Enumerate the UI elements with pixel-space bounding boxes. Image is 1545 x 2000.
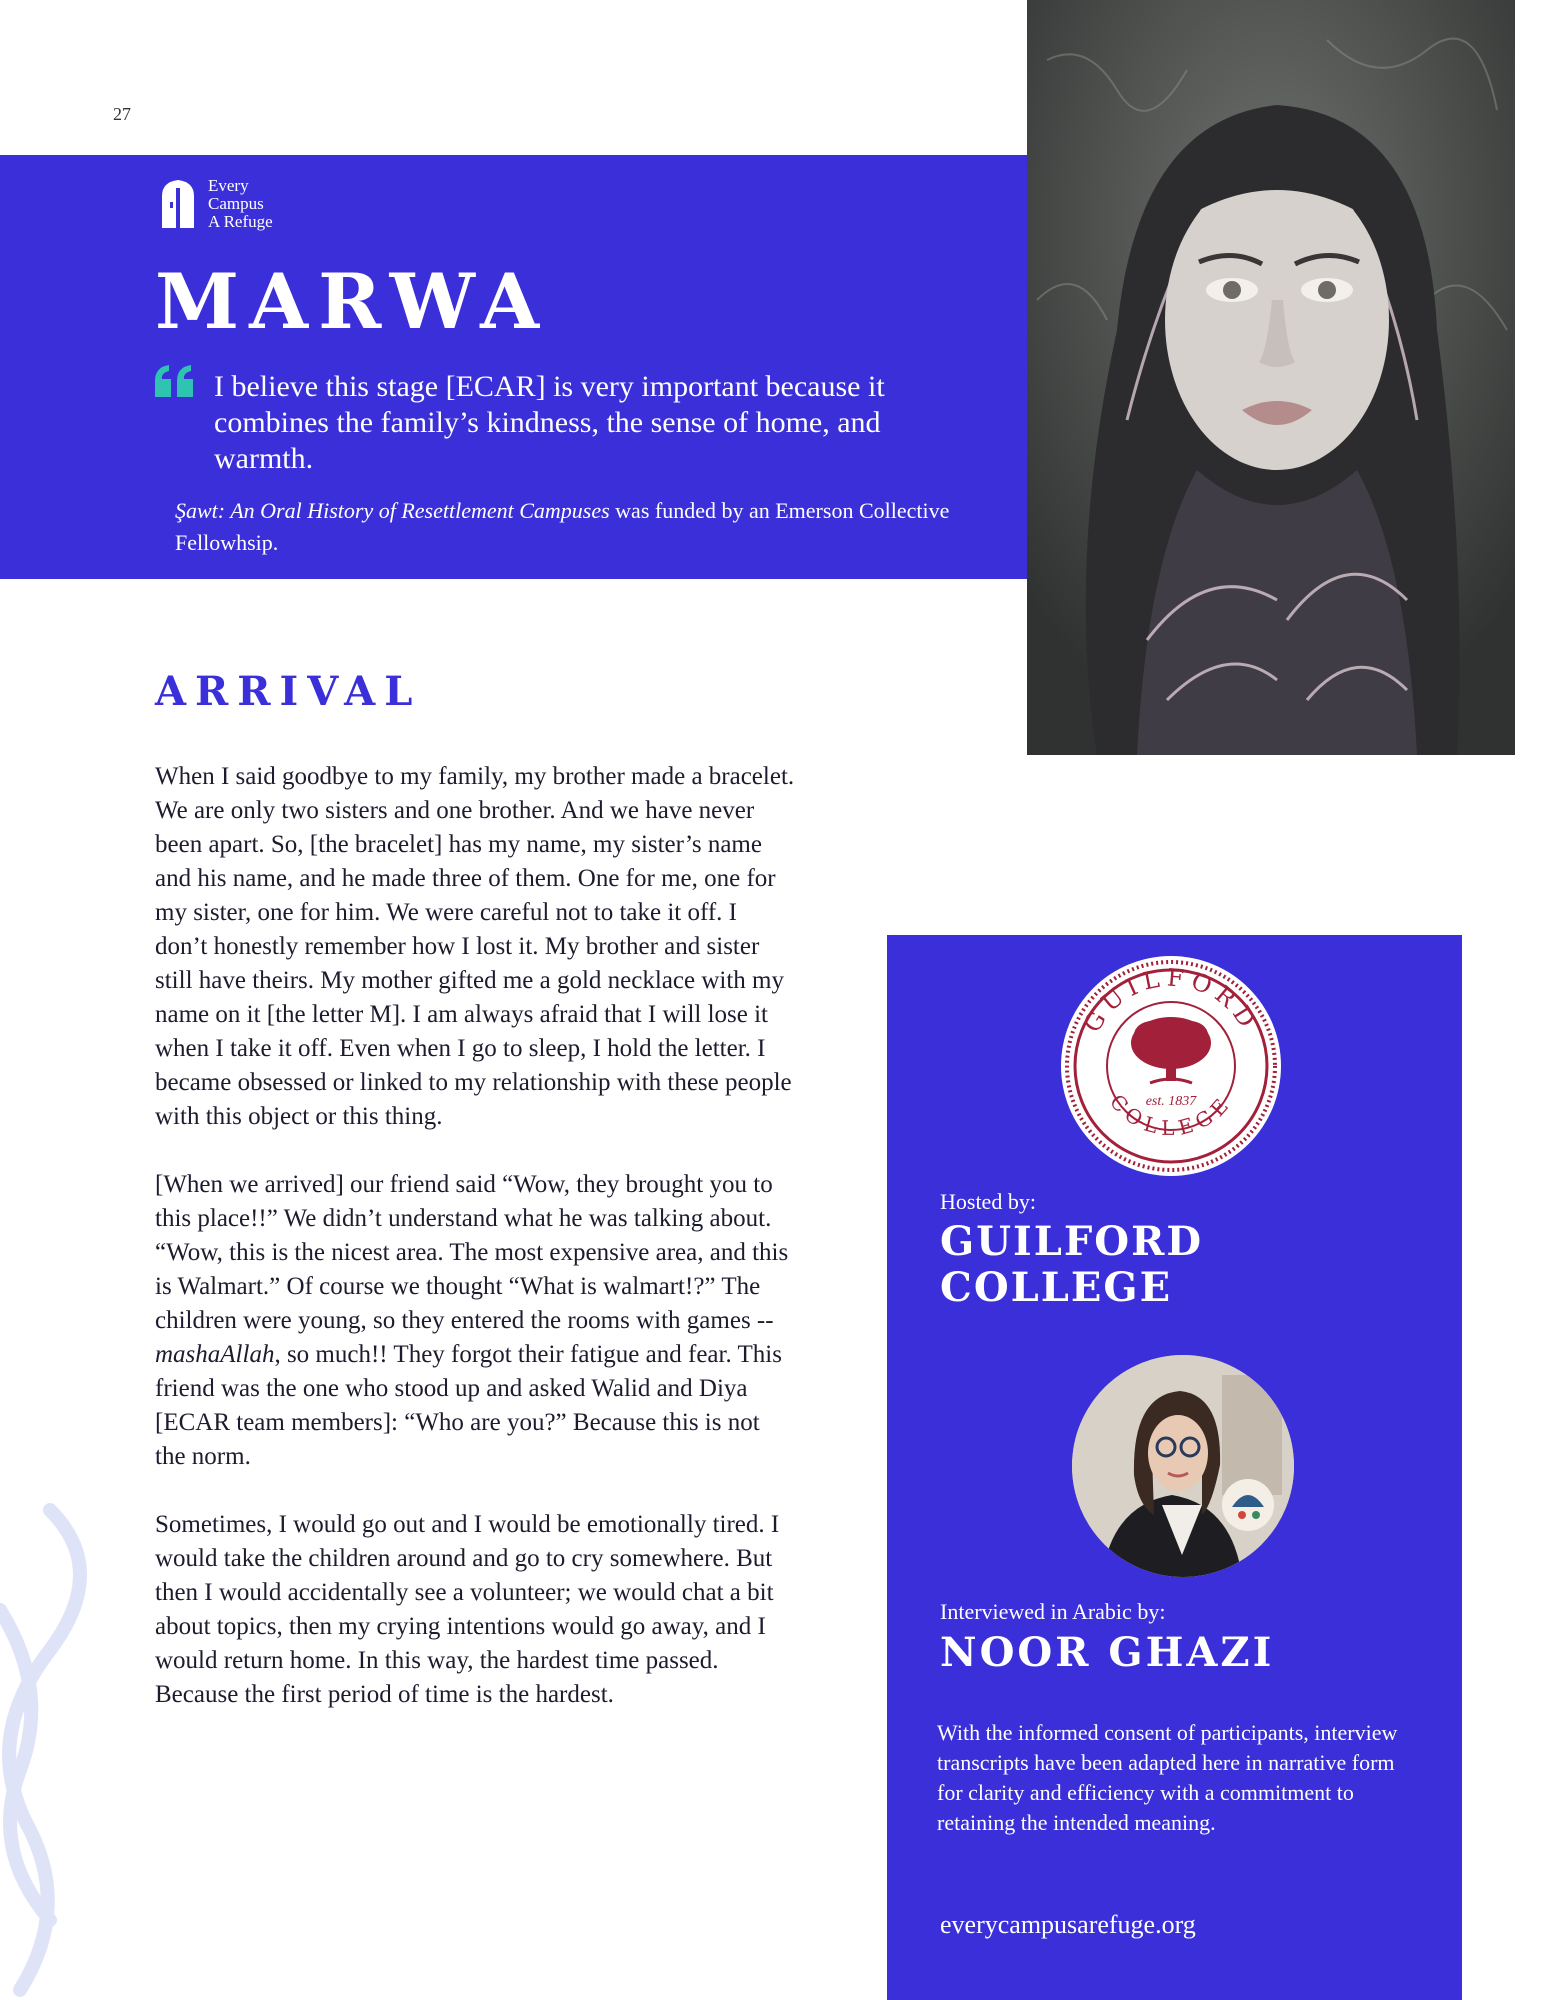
refuge-door-icon xyxy=(158,178,198,230)
pull-quote: I believe this stage [ECAR] is very important because it combines the family’s kindness, the sense of home, and warmth. xyxy=(214,370,885,475)
paragraph-1: When I said goodbye to my family, my brother made a bracelet. We are only two sisters and one brother. And we have never been apart. So, [the bracelet] has my name, my sister’s name and his name, and he made three of them. One for me, one for my sister, one for him. We were careful not to take it off. I don’t honestly remember how I lost it. My brother and sister still have theirs. My mother gifted me a gold necklace with my name on it [the letter M]. I am always afraid that I will lose it when I take it off. Even when I go to sleep, I hold the letter. I became obsessed or linked to my relationship with these people with this object or this thing. xyxy=(155,763,795,1130)
consent-note: With the informed consent of participants, interview transcripts have been adapted here in narrative form for clarity and efficiency with a commitment to retaining the intended meaning. xyxy=(937,1720,1398,1835)
section-heading-arrival: ARRIVAL xyxy=(155,668,422,715)
funding-text: was funded by an Emerson Collective Fellowhsip. xyxy=(175,498,950,555)
funding-note xyxy=(175,495,1015,559)
page-number: 27 xyxy=(113,104,131,124)
portrait-illustration xyxy=(1027,0,1515,755)
paragraph-3: Sometimes, I would go out and I would be emotionally tired. I would take the children around and go to cry somewhere. But then I would accidentally see a volunteer; we would chat a bit about topics, then my crying intentions would go away, and I would return home. In this way, the hardest time passed. Because the first period of time is the hardest. xyxy=(155,1511,780,1708)
logo-line-3: A Refuge xyxy=(208,212,273,231)
interviewer-photo xyxy=(1072,1355,1294,1577)
seal-top-text: GUILFORD xyxy=(1077,963,1265,1038)
logo-line-2: Campus xyxy=(208,194,264,213)
website-link[interactable]: everycampusarefuge.org xyxy=(940,1910,1196,1939)
paragraph-2 xyxy=(155,1168,795,1474)
interviewer-name: NOOR GHAZI xyxy=(940,1629,1275,1676)
interviewer-illustration xyxy=(1072,1355,1294,1577)
participant-name: MARWA xyxy=(155,257,550,346)
logo-line-1: Every xyxy=(208,176,249,195)
ecar-logo xyxy=(158,177,273,231)
decorative-flourish xyxy=(0,1490,120,2000)
interviewer-label: Interviewed in Arabic by: xyxy=(940,1599,1166,1624)
article-body xyxy=(155,760,795,1746)
header-band xyxy=(0,155,1027,579)
paragraph-2-part-a: [When we arrived] our friend said “Wow, they brought you to this place!!” We didn’t understand what he was talking about. “Wow, this is the nicest area. The most expensive area, and this is Walmart.” Of course we thought “What is walmart!?” The children were young, so they entered the rooms with games -- xyxy=(155,1171,789,1334)
italic-term: mashaAllah xyxy=(155,1341,275,1368)
guilford-college-seal-icon xyxy=(1060,955,1282,1177)
participant-portrait xyxy=(1027,0,1515,755)
seal-bottom-text: COLLEGE xyxy=(1105,1089,1237,1140)
host-label: Hosted by: xyxy=(940,1189,1036,1214)
seal-est: est. 1837 xyxy=(1145,1094,1197,1109)
paragraph-2-part-b: , so much!! They forgot their fatigue and fear. This friend was the one who stood up and asked Walid and Diya [ECAR team members]: “Who are you?” Because this is not the norm. xyxy=(155,1341,782,1470)
info-sidebar xyxy=(887,935,1462,2000)
quotation-mark-icon xyxy=(153,363,197,399)
host-name: GUILFORD COLLEGE xyxy=(940,1218,1204,1311)
project-title: Şawt: An Oral History of Resettlement Campuses xyxy=(175,498,610,523)
